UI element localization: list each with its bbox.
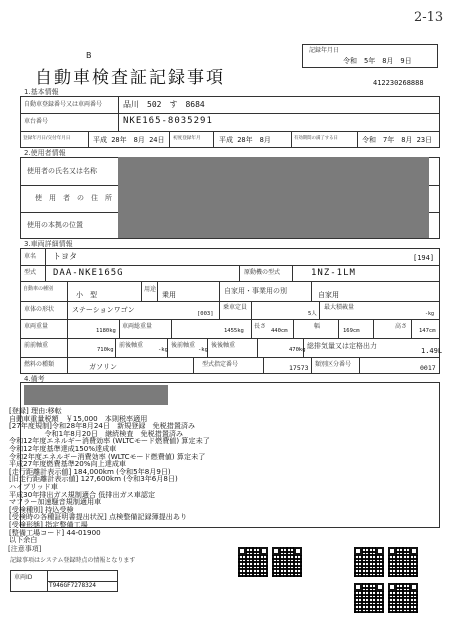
remarks-line: 令和12年度エネルギー消費効率 (WLTCモード燃費値) 算定未了 <box>9 436 210 446</box>
length-value: 440cm <box>271 328 288 334</box>
basic-info-table <box>20 96 440 148</box>
qr-code-3 <box>354 547 384 577</box>
reg-number-label: 自動車登録番号又は車両番号 <box>24 101 103 108</box>
section-vehicle-heading: 3.車両詳細情報 <box>24 240 73 248</box>
height-label: 高さ <box>395 323 408 330</box>
front-front-axle-value: 710kg <box>97 347 114 353</box>
reg-number-value: 品川 502 す 8684 <box>123 100 205 109</box>
section-basic-heading: 1.基本情報 <box>24 88 59 96</box>
fuel-type-value: ガソリン <box>89 363 117 371</box>
model-value: DAA-NKE165G <box>53 268 124 278</box>
remarks-line: [旧走行距離計表示値] 127,600km (令和3年6月8日) <box>9 474 178 484</box>
expiry-date-value: 令和 7年 8月 23日 <box>362 136 433 144</box>
remarks-line: ハイブリッド車 <box>9 482 58 491</box>
expiry-date-label: 有効期間の満了する日 <box>294 136 338 141</box>
engine-model-value: 1NZ-1LM <box>311 268 356 278</box>
engine-model-label: 原動機の型式 <box>244 269 281 276</box>
front-front-axle-label: 前前軸重 <box>24 342 49 349</box>
capacity-label: 乗車定員 <box>223 304 248 311</box>
category-number-label: 類別区分番号 <box>315 361 352 368</box>
remarks-line: [受検形態] 指定整備工場 <box>9 520 88 529</box>
usage-type-label: 自家用・事業用の別 <box>224 287 287 295</box>
remarks-line: 平成30年排出ガス規制適合 低排出ガス車認定 <box>9 489 156 499</box>
qr-code-4 <box>388 547 418 577</box>
body-shape-label: 車体の形状 <box>24 306 55 313</box>
usage-type-value: 自家用 <box>318 291 339 299</box>
car-name-code: [194] <box>413 254 435 262</box>
section-user-heading: 2.使用者情報 <box>24 149 66 157</box>
category-number-value: 0017 <box>420 364 436 372</box>
remarks-line: 令和2年度エネルギー消費効率 (WLTCモード燃費値) 算定未了 <box>9 451 206 461</box>
chassis-number-label: 車台番号 <box>24 118 49 125</box>
use-value: 乗用 <box>162 291 176 299</box>
type-designation-label: 型式指定番号 <box>202 361 239 368</box>
vehicle-weight-label: 車両重量 <box>24 323 49 330</box>
handwritten-annotation: 2-13 <box>414 10 444 25</box>
issue-date-label: 記録年月日 <box>309 47 340 54</box>
length-label: 長さ <box>254 323 267 330</box>
qr-code-6 <box>388 583 418 613</box>
remarks-line: [整備工場コード] 44-01900 <box>9 527 101 537</box>
front-rear-axle-label: 前後軸重 <box>119 342 144 349</box>
vehicle-weight-value: 1180kg <box>96 328 116 334</box>
remarks-line: [登録] 理由:移転 <box>9 406 62 415</box>
notice-heading: [注意事項] <box>8 545 42 553</box>
notice-text: 記録事項はシステム登録時点の情報となります <box>10 557 136 564</box>
rear-front-axle-label: 後前軸重 <box>171 342 196 349</box>
registration-date-value: 平成 28年 8月 24日 <box>93 136 165 144</box>
registration-date-label: 登録年月日/交付年月日 <box>23 136 71 141</box>
remarks-line: 自動車重量税額 ￥15,000 本則税率適用 <box>9 413 148 423</box>
first-registration-value: 平成 28年 8月 <box>219 136 271 144</box>
max-load-value: -kg <box>425 311 435 317</box>
remarks-line: [受検種別] 持込受検 <box>9 504 74 514</box>
car-name-value: トヨタ <box>53 252 77 261</box>
width-value: 169cm <box>343 328 360 334</box>
first-registration-label: 初度登録年月 <box>173 136 201 141</box>
vehicle-kind-value: 小 型 <box>76 291 97 299</box>
vehicle-info-table <box>20 248 443 374</box>
use-label: 用途 <box>144 286 157 293</box>
qr-code-5 <box>354 583 384 613</box>
rear-front-axle-value: -kg <box>198 347 208 353</box>
width-label: 幅 <box>314 323 321 330</box>
body-shape-code: [003] <box>197 311 214 317</box>
fuel-type-label: 燃料の種類 <box>24 361 55 368</box>
issue-date-value: 令和 5年 8月 9日 <box>343 57 412 65</box>
rear-rear-axle-label: 後後軸重 <box>211 342 236 349</box>
vehicle-id-value: T946GF7278324 <box>49 582 96 589</box>
document-number: 412230268888 <box>373 79 424 87</box>
remarks-line: [27年度規制]令和28年8月24日 新規登録 免税措置済み <box>9 421 196 431</box>
remarks-line: 令和12年度基準達成150%達成車 <box>9 444 117 453</box>
body-shape-value: ステーションワゴン <box>72 306 135 314</box>
vehicle-id-label: 車両ID <box>14 574 33 581</box>
section-remarks-heading: 4.備考 <box>24 375 45 383</box>
remarks-line: [受検時の各種証明書提出状況] 点検整備記録簿提出あり <box>9 512 188 522</box>
capacity-value: 5人 <box>308 311 317 317</box>
chassis-number-value: NKE165-8035291 <box>123 116 213 126</box>
form-marker: B <box>86 51 92 60</box>
qr-code-2 <box>272 547 302 577</box>
displacement-value: 1.49L <box>421 347 443 355</box>
user-address-label: 使 用 者 の 住 所 <box>35 194 112 202</box>
issue-date-box <box>302 44 438 68</box>
rear-rear-axle-value: 470kg <box>289 347 306 353</box>
remarks-line: マフラー加速騒音規制適用車 <box>9 497 102 507</box>
type-designation-value: 17573 <box>289 364 309 372</box>
base-location-label: 使用の本拠の位置 <box>27 221 83 229</box>
redaction-block-user <box>118 157 429 238</box>
gross-weight-label: 車両総重量 <box>122 323 153 330</box>
car-name-label: 車名 <box>24 253 37 260</box>
user-name-label: 使用者の氏名又は名称 <box>27 167 97 175</box>
max-load-label: 最大積載量 <box>324 304 355 311</box>
remarks-line: 以下余白 <box>9 535 38 545</box>
qr-code-1 <box>238 547 268 577</box>
gross-weight-value: 1455kg <box>224 328 244 334</box>
displacement-label: 総排気量又は定格出力 <box>307 342 377 350</box>
remarks-line: [走行距離計表示値] 184,000km (令和5年8月9日) <box>9 466 171 476</box>
front-rear-axle-value: -kg <box>158 347 168 353</box>
redaction-block-remarks <box>24 385 168 405</box>
vehicle-id-box <box>10 570 118 592</box>
model-label: 型式 <box>24 269 37 276</box>
height-value: 147cm <box>419 328 436 334</box>
vehicle-kind-label: 自動車の種別 <box>23 286 54 292</box>
remarks-line: 平成27年度燃費基準20%向上達成車 <box>9 459 127 469</box>
page-title: 自動車検査証記録事項 <box>35 68 225 88</box>
remarks-line: 令和1年8月20日 継続検査 免税措置済み <box>9 428 184 438</box>
